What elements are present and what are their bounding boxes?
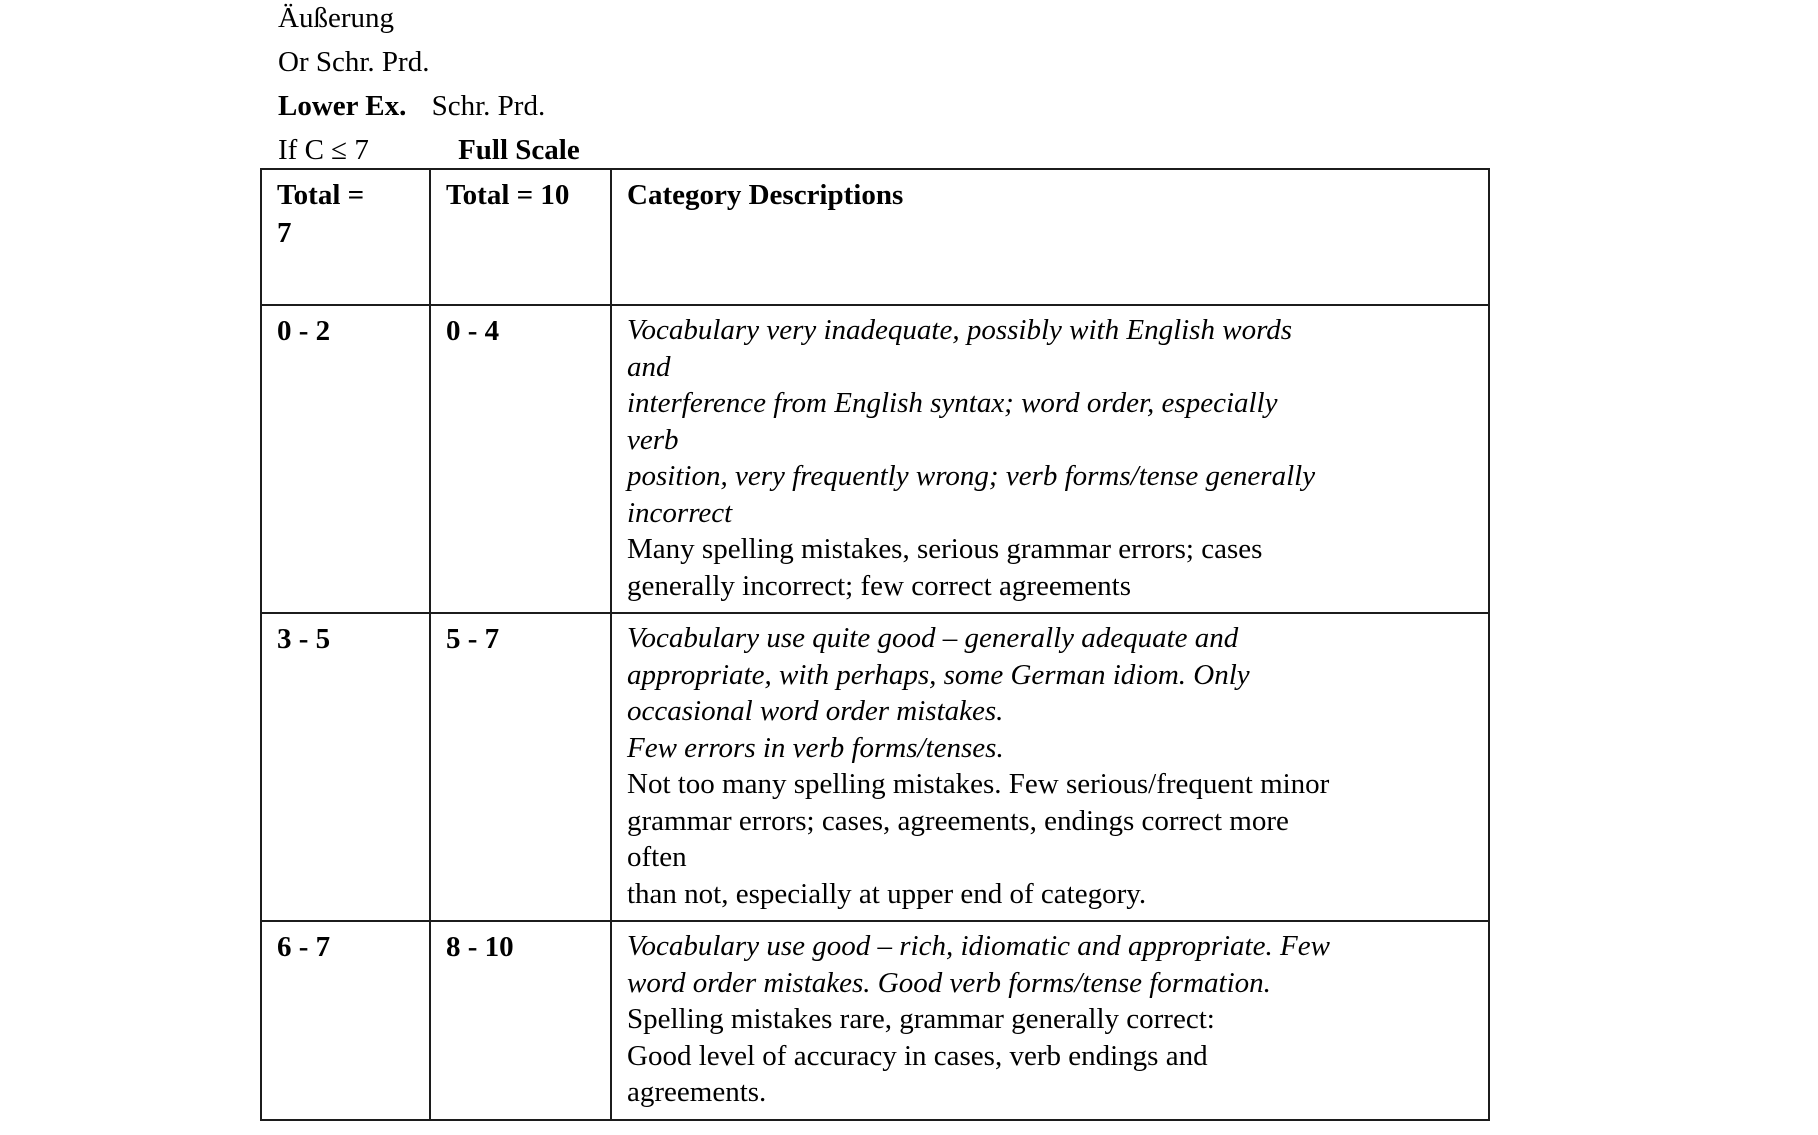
desc-line: Many spelling mistakes, serious grammar errors; cases [627,533,1263,565]
desc-line: Vocabulary use good – rich, idiomatic and appropriate. Few [627,930,1330,962]
desc-line: incorrect [627,496,733,529]
col-header-full-total: Total = 10 [430,169,611,305]
score-cell-full: 8 - 10 [430,921,611,1120]
score-cell-lower: 0 - 2 [261,305,430,613]
heading-block [278,0,580,172]
desc-line: grammar errors; cases, agreements, endings correct more [627,804,1289,837]
description-cell [611,613,1489,921]
desc-line: Vocabulary use quite good – generally adequate and [627,622,1239,654]
schr-prd-label: Schr. Prd. [431,90,546,122]
score-cell-lower: 6 - 7 [261,921,430,1120]
table-row [261,613,1489,921]
score-cell-lower: 3 - 5 [261,613,430,921]
header-row [261,169,1489,305]
desc-line: Spelling mistakes rare, grammar generally correct: [627,1003,1215,1035]
description-cell [611,305,1489,613]
full-scale-label: Full Scale [458,134,580,166]
score-cell-full: 0 - 4 [430,305,611,613]
col-header-category-descriptions: Category Descriptions [611,169,1489,305]
desc-line: Good level of accuracy in cases, verb endings and [627,1039,1208,1072]
heading-line-or-schr-prd: Or Schr. Prd. [278,46,430,78]
desc-line: and [627,350,671,383]
heading-line-ausserung: Äußerung [278,2,394,34]
table-row [261,921,1489,1120]
rubric-table [260,168,1490,1121]
desc-line: Not too many spelling mistakes. Few serious/frequent minor [627,768,1330,800]
desc-line: Vocabulary very inadequate, possibly with English words [627,314,1293,346]
score-cell-full: 5 - 7 [430,613,611,921]
desc-line: appropriate, with perhaps, some German idiom. Only [627,658,1250,691]
desc-line: often [627,841,687,873]
heading-line-scale [278,128,580,172]
description-cell [611,921,1489,1120]
condition-label: If C ≤ 7 [278,134,369,166]
desc-line: Few errors in verb forms/tenses. [627,731,1004,764]
lower-ex-label: Lower Ex. [278,90,407,122]
desc-line: interference from English syntax; word order, especially [627,387,1278,419]
desc-line: than not, especially at upper end of category. [627,877,1147,910]
col-header-lower-total [261,169,430,305]
desc-line: generally incorrect; few correct agreements [627,569,1131,602]
desc-line: word order mistakes. Good verb forms/tense formation. [627,966,1271,999]
desc-line: verb [627,423,679,456]
table-row [261,305,1489,613]
desc-line: occasional word order mistakes. [627,695,1004,727]
col-header-lower-total-text: Total = 7 [277,179,365,249]
heading-line-lower-ex [278,84,580,128]
desc-line: agreements. [627,1076,767,1108]
desc-line: position, very frequently wrong; verb forms/tense generally [627,460,1316,492]
